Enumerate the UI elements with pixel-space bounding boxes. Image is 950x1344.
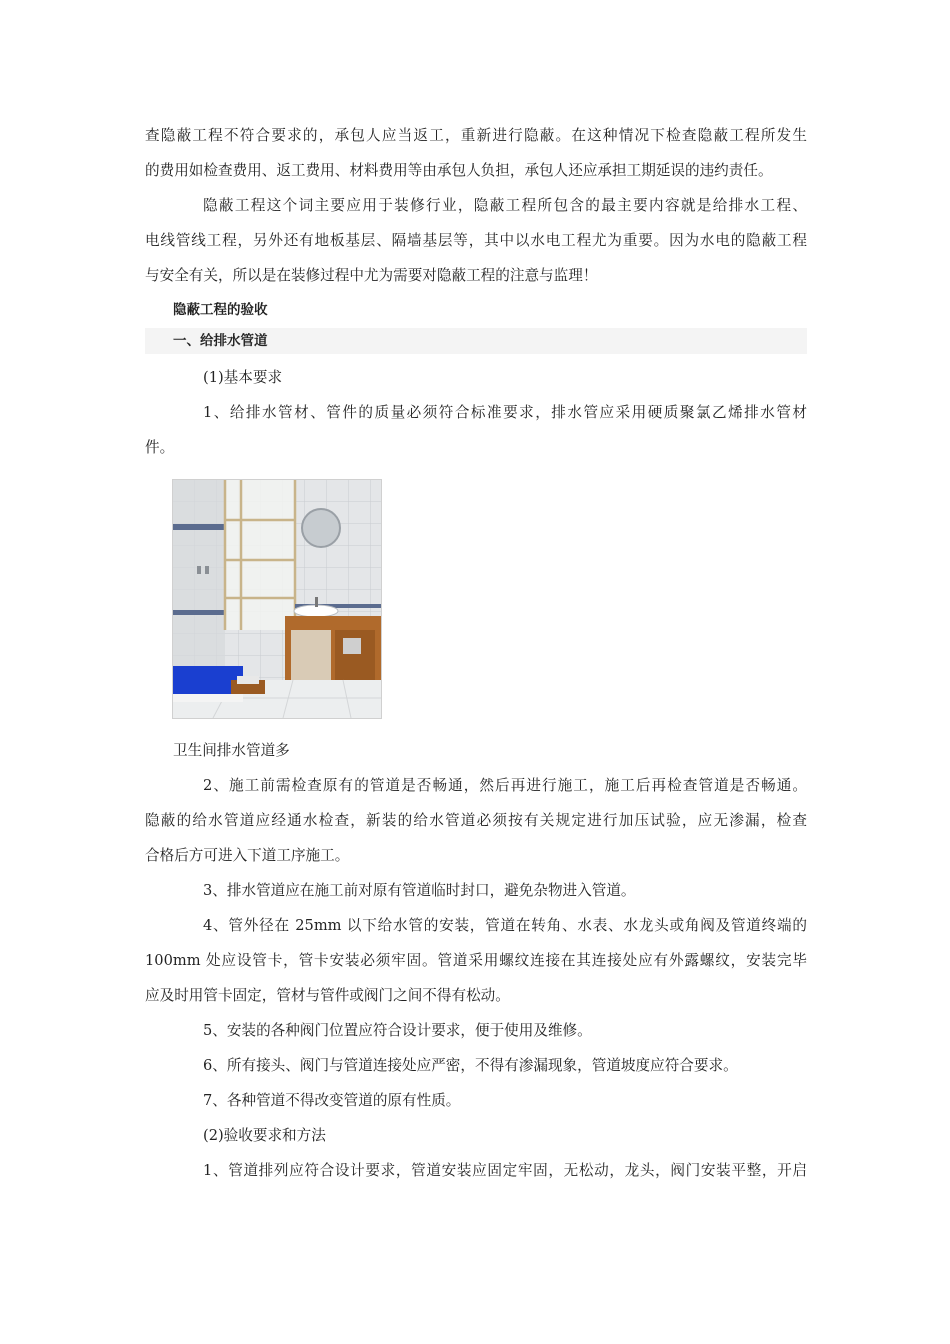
item-4-line: 应及时用管卡固定，管材与管件或阀门之间不得有松动。 xyxy=(145,987,510,1004)
paragraph-line: 的费用如检查费用、返工费用、材料费用等由承包人负担，承包人还应承担工期延误的违约责任。 xyxy=(145,162,773,179)
item-4-line: 100mm 处应设管卡，管卡安装必须牢固。管道采用螺纹连接在其连接处应有外露螺纹，安装完毕 xyxy=(145,952,807,969)
intro-line: 电线管线工程，另外还有地板基层、隔墙基层等，其中以水电工程尤为重要。因为水电的隐蔽工程 xyxy=(145,232,807,249)
item-4-line: 4、管外径在 25mm 以下给水管的安装，管道在转角、水表、水龙头或角阀及管道终端的 xyxy=(203,917,807,934)
intro-line: 与安全有关，所以是在装修过程中尤为需要对隐蔽工程的注意与监理！ xyxy=(145,267,598,284)
item-1-line: 件。 xyxy=(145,439,175,456)
subsection-title: 一、给排水管道 xyxy=(145,328,807,354)
item-2-line: 2、施工前需检查原有的管道是否畅通，然后再进行施工，施工后再检查管道是否畅通。 xyxy=(203,777,807,794)
paragraph-line: 查隐蔽工程不符合要求的，承包人应当返工，重新进行隐蔽。在这种情况下检查隐蔽工程所发生 xyxy=(145,127,807,144)
bathroom-illustration xyxy=(173,480,381,718)
document-body xyxy=(145,118,807,1188)
item-2-line: 合格后方可进入下道工序施工。 xyxy=(145,847,350,864)
intro-line: 隐蔽工程这个词主要应用于装修行业，隐蔽工程所包含的最主要内容就是给排水工程、 xyxy=(203,197,807,214)
bathroom-photo xyxy=(172,479,382,719)
acceptance-item-1: 1、管道排列应符合设计要求，管道安装应固定牢固，无松动，龙头，阀门安装平整，开启 xyxy=(203,1162,807,1179)
item-5: 5、安装的各种阀门位置应符合设计要求，便于使用及维修。 xyxy=(203,1022,592,1039)
item-3: 3、排水管道应在施工前对原有管道临时封口，避免杂物进入管道。 xyxy=(203,882,636,899)
item-6: 6、所有接头、阀门与管道连接处应严密，不得有渗漏现象，管道坡度应符合要求。 xyxy=(203,1057,738,1074)
item-2-line: 隐蔽的给水管道应经通水检查，新装的给水管道必须按有关规定进行加压试验，应无渗漏，检查 xyxy=(145,812,807,829)
item-1-line: 1、给排水管材、管件的质量必须符合标准要求，排水管应采用硬质聚氯乙烯排水管材 xyxy=(203,404,807,421)
figure-caption: 卫生间排水管道多 xyxy=(173,742,290,759)
section-title: 隐蔽工程的验收 xyxy=(173,302,268,318)
basic-requirements-title: (1)基本要求 xyxy=(203,369,283,386)
acceptance-title: (2)验收要求和方法 xyxy=(203,1127,326,1144)
item-7: 7、各种管道不得改变管道的原有性质。 xyxy=(203,1092,461,1109)
